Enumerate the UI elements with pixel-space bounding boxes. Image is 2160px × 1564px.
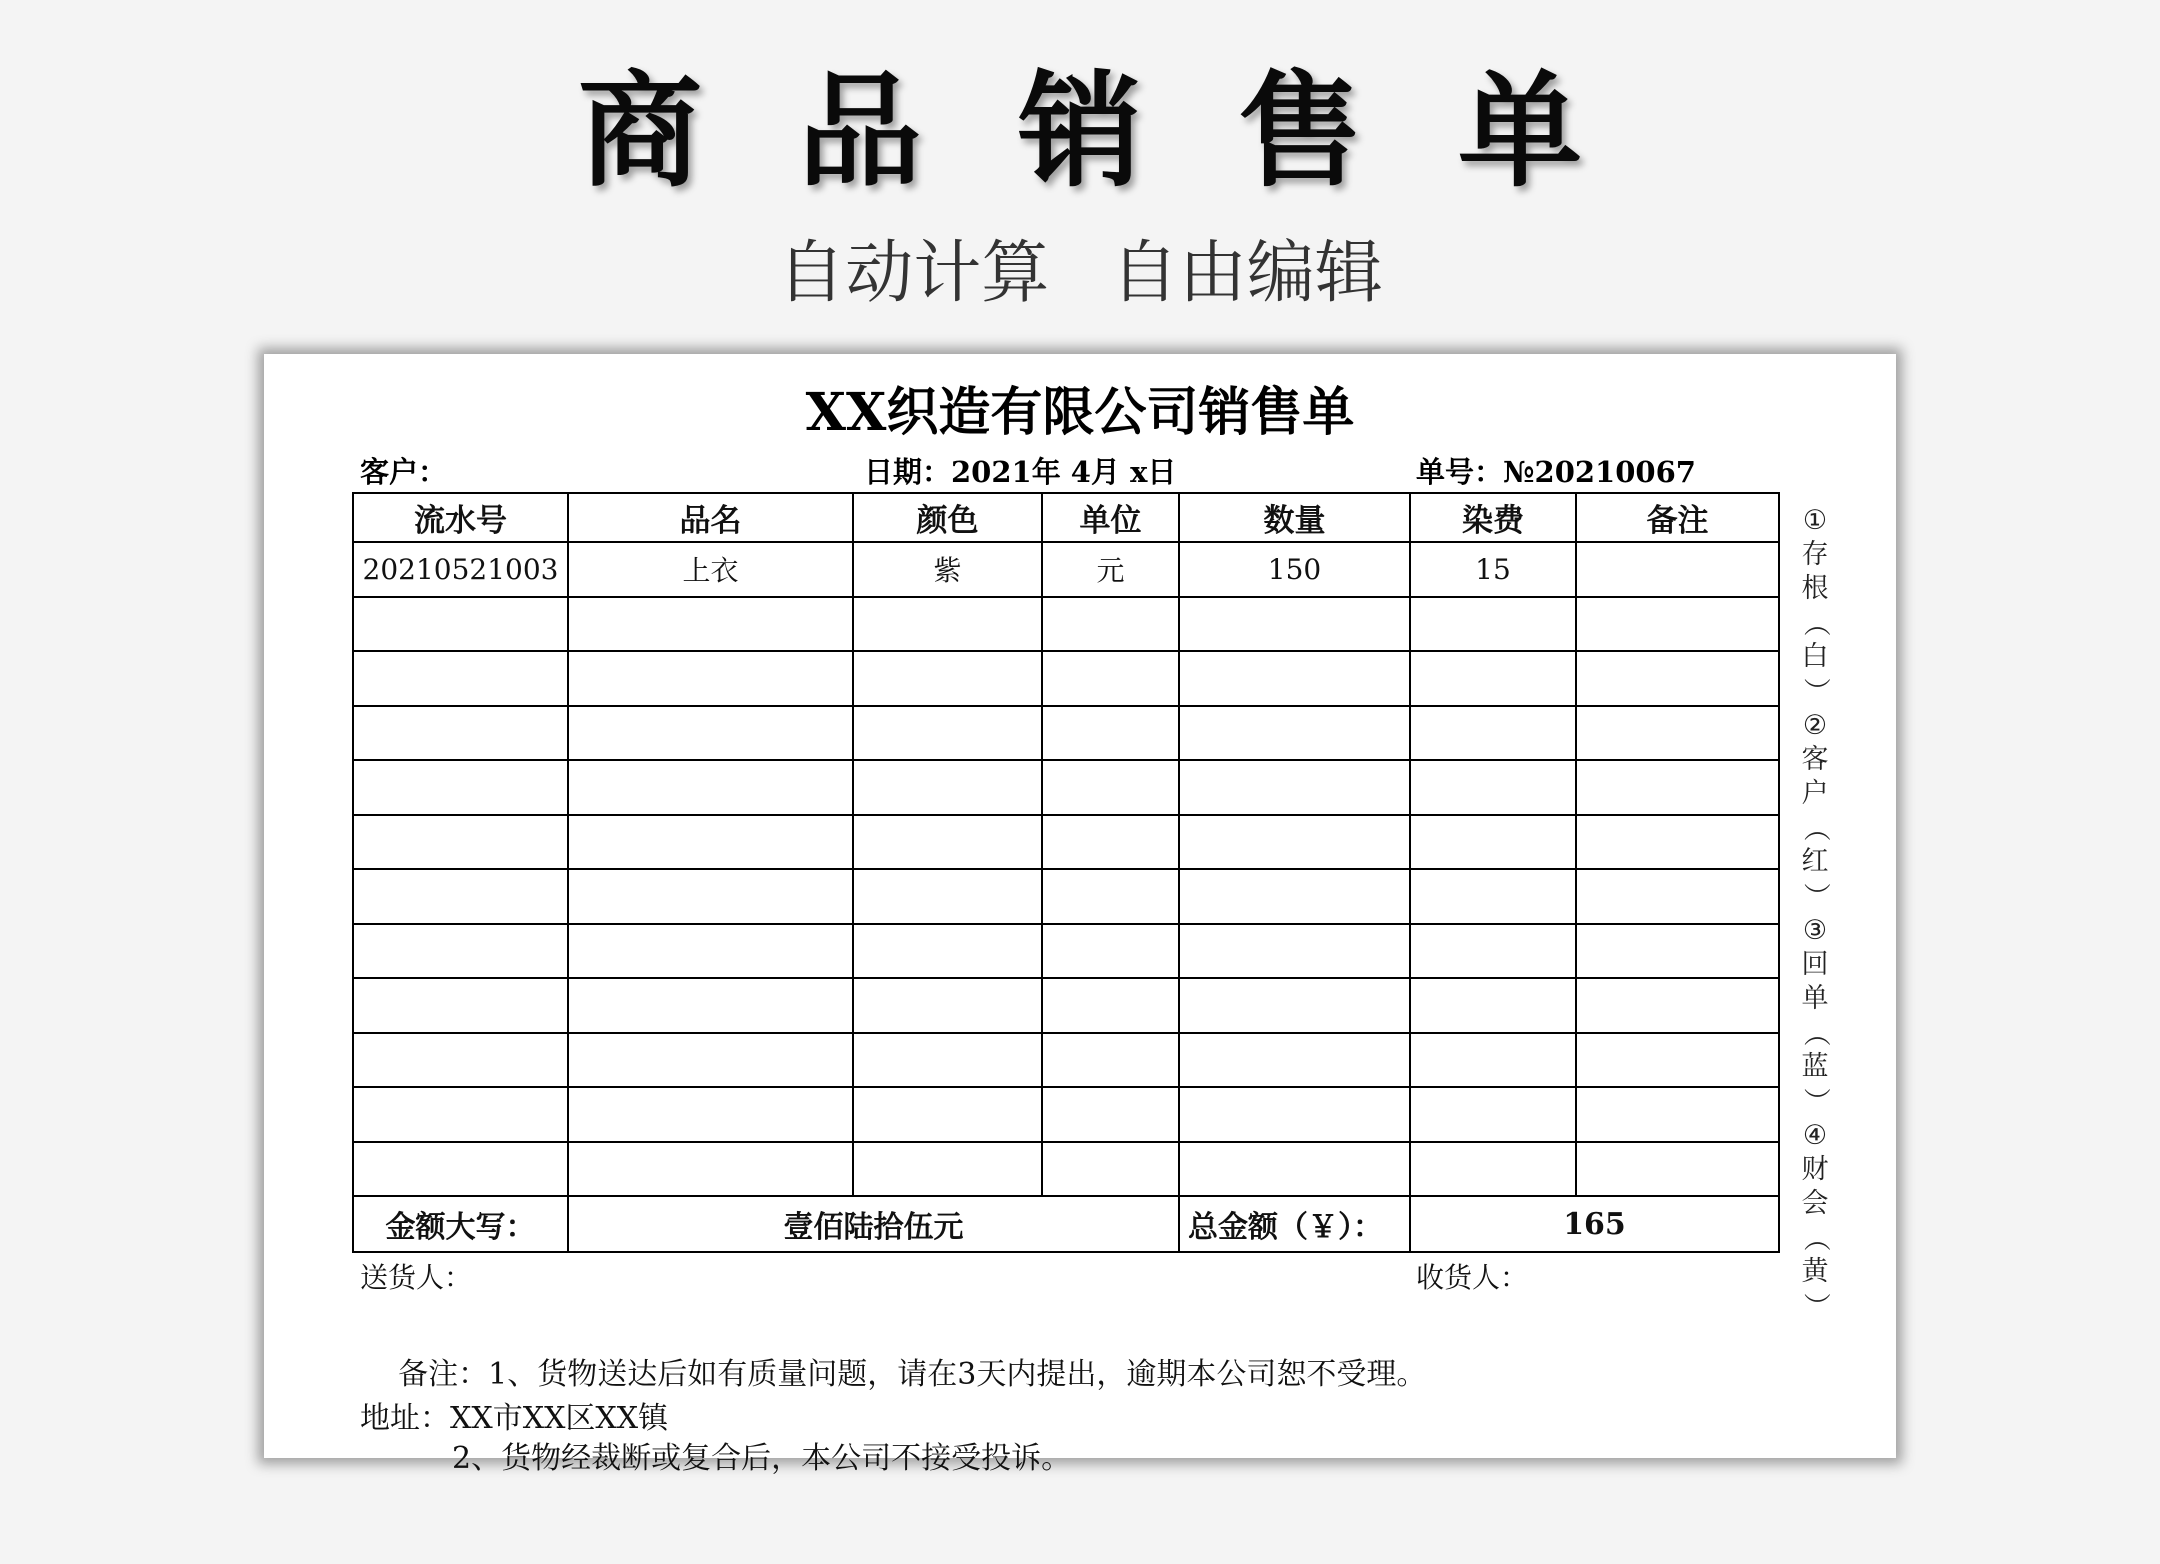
table-cell[interactable]: 紫 xyxy=(853,542,1042,597)
table-cell[interactable] xyxy=(1576,869,1779,924)
table-cell[interactable] xyxy=(853,815,1042,870)
table-cell[interactable] xyxy=(853,924,1042,979)
copy-name-char: 会 xyxy=(1801,1188,1829,1219)
table-cell[interactable] xyxy=(568,597,853,652)
table-cell[interactable]: 上衣 xyxy=(568,542,853,597)
table-cell[interactable] xyxy=(1042,869,1179,924)
paren-open: （ xyxy=(1800,1019,1831,1047)
table-cell[interactable] xyxy=(1179,651,1410,706)
banner-title: 商品销售单 xyxy=(577,60,1678,204)
date-field: 日期：2021年 4月 x日 xyxy=(864,455,1177,489)
table-cell[interactable] xyxy=(1042,651,1179,706)
table-cell[interactable] xyxy=(568,815,853,870)
paren-close: ） xyxy=(1800,1292,1831,1320)
table-cell[interactable] xyxy=(1576,542,1779,597)
total-amount-value[interactable]: 165 xyxy=(1410,1196,1779,1252)
copy-name-char: 回 xyxy=(1801,949,1829,980)
table-cell[interactable] xyxy=(1410,651,1576,706)
copy-name-char: 单 xyxy=(1801,983,1829,1014)
table-cell[interactable] xyxy=(353,978,568,1033)
table-cell[interactable] xyxy=(1179,760,1410,815)
table-cell[interactable] xyxy=(1042,597,1179,652)
customer-field: 客户： xyxy=(360,455,448,489)
copy-number: ④ xyxy=(1802,1120,1828,1151)
amount-words-label: 金额大写： xyxy=(353,1196,568,1252)
table-cell[interactable] xyxy=(568,1033,853,1088)
table-cell[interactable] xyxy=(853,760,1042,815)
copy-note xyxy=(1788,1119,1842,1324)
table-cell[interactable] xyxy=(353,760,568,815)
column-header: 颜色 xyxy=(853,493,1042,542)
paren-open: （ xyxy=(1800,609,1831,637)
copy-color: 黄 xyxy=(1801,1256,1829,1287)
receiver-signature: 收货人： xyxy=(1416,1261,1529,1294)
table-cell[interactable] xyxy=(1576,1087,1779,1142)
table-cell[interactable] xyxy=(353,869,568,924)
table-cell[interactable]: 150 xyxy=(1179,542,1410,597)
remark-line-2: 2、货物经裁断或复合后，本公司不接受投诉。 xyxy=(452,1441,1072,1476)
table-cell[interactable] xyxy=(1179,1142,1410,1197)
copy-note xyxy=(1788,914,1842,1119)
table-cell[interactable] xyxy=(1576,760,1779,815)
table-cell[interactable] xyxy=(1042,1033,1179,1088)
table-cell[interactable] xyxy=(853,1142,1042,1197)
table-cell[interactable] xyxy=(853,1033,1042,1088)
copy-name-char: 户 xyxy=(1801,778,1829,809)
table-cell[interactable] xyxy=(1576,1033,1779,1088)
column-header: 单位 xyxy=(1042,493,1179,542)
table-cell[interactable] xyxy=(1179,1033,1410,1088)
banner-subtitle: 自动计算 自由编辑 xyxy=(777,234,1383,313)
table-row xyxy=(353,978,1779,1033)
table-cell[interactable] xyxy=(1576,597,1779,652)
table-cell[interactable] xyxy=(1576,924,1779,979)
table-row xyxy=(353,706,1779,761)
deliverer-signature: 送货人： xyxy=(360,1261,473,1294)
table-cell[interactable]: 元 xyxy=(1042,542,1179,597)
table-cell[interactable] xyxy=(853,706,1042,761)
table-row xyxy=(353,924,1779,979)
table-cell[interactable] xyxy=(1410,978,1576,1033)
table-cell[interactable] xyxy=(1410,869,1576,924)
copy-color: 蓝 xyxy=(1801,1051,1829,1082)
paren-close: ） xyxy=(1800,882,1831,910)
total-amount-label: 总金额（￥）： xyxy=(1179,1196,1410,1252)
table-row xyxy=(353,869,1779,924)
copy-note xyxy=(1788,709,1842,914)
table-cell[interactable] xyxy=(1410,924,1576,979)
copy-number: ① xyxy=(1802,505,1828,536)
table-cell[interactable] xyxy=(1410,760,1576,815)
table-cell[interactable] xyxy=(1576,706,1779,761)
column-header: 染费 xyxy=(1410,493,1576,542)
form-title: XX织造有限公司销售单 xyxy=(805,382,1355,443)
column-header: 数量 xyxy=(1179,493,1410,542)
table-cell[interactable] xyxy=(1410,1033,1576,1088)
table-cell[interactable] xyxy=(1042,1087,1179,1142)
table-cell[interactable] xyxy=(853,978,1042,1033)
table-cell[interactable] xyxy=(353,924,568,979)
table-cell[interactable] xyxy=(568,651,853,706)
table-body xyxy=(353,542,1779,1196)
sales-form-sheet xyxy=(264,354,1896,1476)
table-cell[interactable] xyxy=(1410,1142,1576,1197)
table-cell[interactable] xyxy=(1042,1142,1179,1197)
column-header: 品名 xyxy=(568,493,853,542)
table-header-row xyxy=(353,493,1779,542)
table-cell[interactable] xyxy=(568,706,853,761)
table-cell[interactable] xyxy=(1179,869,1410,924)
table-row xyxy=(353,1142,1779,1197)
table-row xyxy=(353,651,1779,706)
table-cell[interactable] xyxy=(568,978,853,1033)
copy-name-char: 存 xyxy=(1801,539,1829,570)
table-cell[interactable] xyxy=(353,651,568,706)
order-number-field: 单号：№20210067 xyxy=(1416,455,1696,489)
table-row xyxy=(353,815,1779,870)
column-header: 备注 xyxy=(1576,493,1779,542)
table-cell[interactable] xyxy=(568,760,853,815)
column-header: 流水号 xyxy=(353,493,568,542)
table-row xyxy=(353,1087,1779,1142)
table-cell[interactable] xyxy=(353,1142,568,1197)
table-cell[interactable] xyxy=(1179,597,1410,652)
copy-color: 白 xyxy=(1801,641,1829,672)
table-cell[interactable] xyxy=(1042,924,1179,979)
table-cell[interactable] xyxy=(1410,706,1576,761)
table-cell[interactable] xyxy=(568,924,853,979)
sales-table xyxy=(352,492,1780,1253)
table-cell[interactable] xyxy=(1576,1142,1779,1197)
table-cell[interactable] xyxy=(1410,1087,1576,1142)
paren-close: ） xyxy=(1800,677,1831,705)
total-row xyxy=(353,1196,1779,1252)
table-row xyxy=(353,760,1779,815)
table-row xyxy=(353,542,1779,597)
table-row xyxy=(353,597,1779,652)
table-cell[interactable] xyxy=(1042,706,1179,761)
copy-name-char: 财 xyxy=(1801,1154,1829,1185)
table-cell[interactable] xyxy=(353,706,568,761)
copy-name-char: 客 xyxy=(1801,744,1829,775)
table-cell[interactable] xyxy=(1179,706,1410,761)
table-cell[interactable] xyxy=(353,815,568,870)
address: 地址：XX市XX区XX镇 xyxy=(360,1401,669,1436)
paren-open: （ xyxy=(1800,814,1831,842)
table-cell[interactable] xyxy=(853,597,1042,652)
table-cell[interactable] xyxy=(853,651,1042,706)
copy-name-char: 根 xyxy=(1801,573,1829,604)
table-cell[interactable] xyxy=(1179,815,1410,870)
table-cell[interactable] xyxy=(1179,978,1410,1033)
table-cell[interactable] xyxy=(1179,924,1410,979)
copy-note xyxy=(1788,504,1842,709)
table-cell[interactable] xyxy=(1410,597,1576,652)
table-cell[interactable] xyxy=(1042,815,1179,870)
table-cell[interactable] xyxy=(353,1033,568,1088)
table-cell[interactable] xyxy=(568,1142,853,1197)
table-cell[interactable]: 15 xyxy=(1410,542,1576,597)
table-cell[interactable] xyxy=(853,869,1042,924)
copy-distribution-notes xyxy=(1788,504,1842,1324)
table-cell[interactable] xyxy=(353,597,568,652)
table-cell[interactable] xyxy=(1042,760,1179,815)
table-cell[interactable] xyxy=(1179,1087,1410,1142)
remark-line-1: 备注：1、货物送达后如有质量问题，请在3天内提出，逾期本公司恕不受理。 xyxy=(398,1357,1427,1392)
table-cell[interactable] xyxy=(353,1087,568,1142)
amount-words-value[interactable]: 壹佰陆拾伍元 xyxy=(568,1196,1179,1252)
table-row xyxy=(353,1033,1779,1088)
table-cell[interactable] xyxy=(1042,978,1179,1033)
table-cell[interactable] xyxy=(1576,978,1779,1033)
copy-number: ③ xyxy=(1802,915,1828,946)
table-cell[interactable] xyxy=(1410,815,1576,870)
table-cell[interactable] xyxy=(853,1087,1042,1142)
copy-color: 红 xyxy=(1801,846,1829,877)
table-cell[interactable] xyxy=(1576,651,1779,706)
table-cell[interactable] xyxy=(1576,815,1779,870)
table-cell[interactable] xyxy=(568,1087,853,1142)
table-cell[interactable] xyxy=(568,869,853,924)
paren-close: ） xyxy=(1800,1087,1831,1115)
paren-open: （ xyxy=(1800,1224,1831,1252)
table-cell[interactable]: 20210521003 xyxy=(353,542,568,597)
copy-number: ② xyxy=(1802,710,1828,741)
